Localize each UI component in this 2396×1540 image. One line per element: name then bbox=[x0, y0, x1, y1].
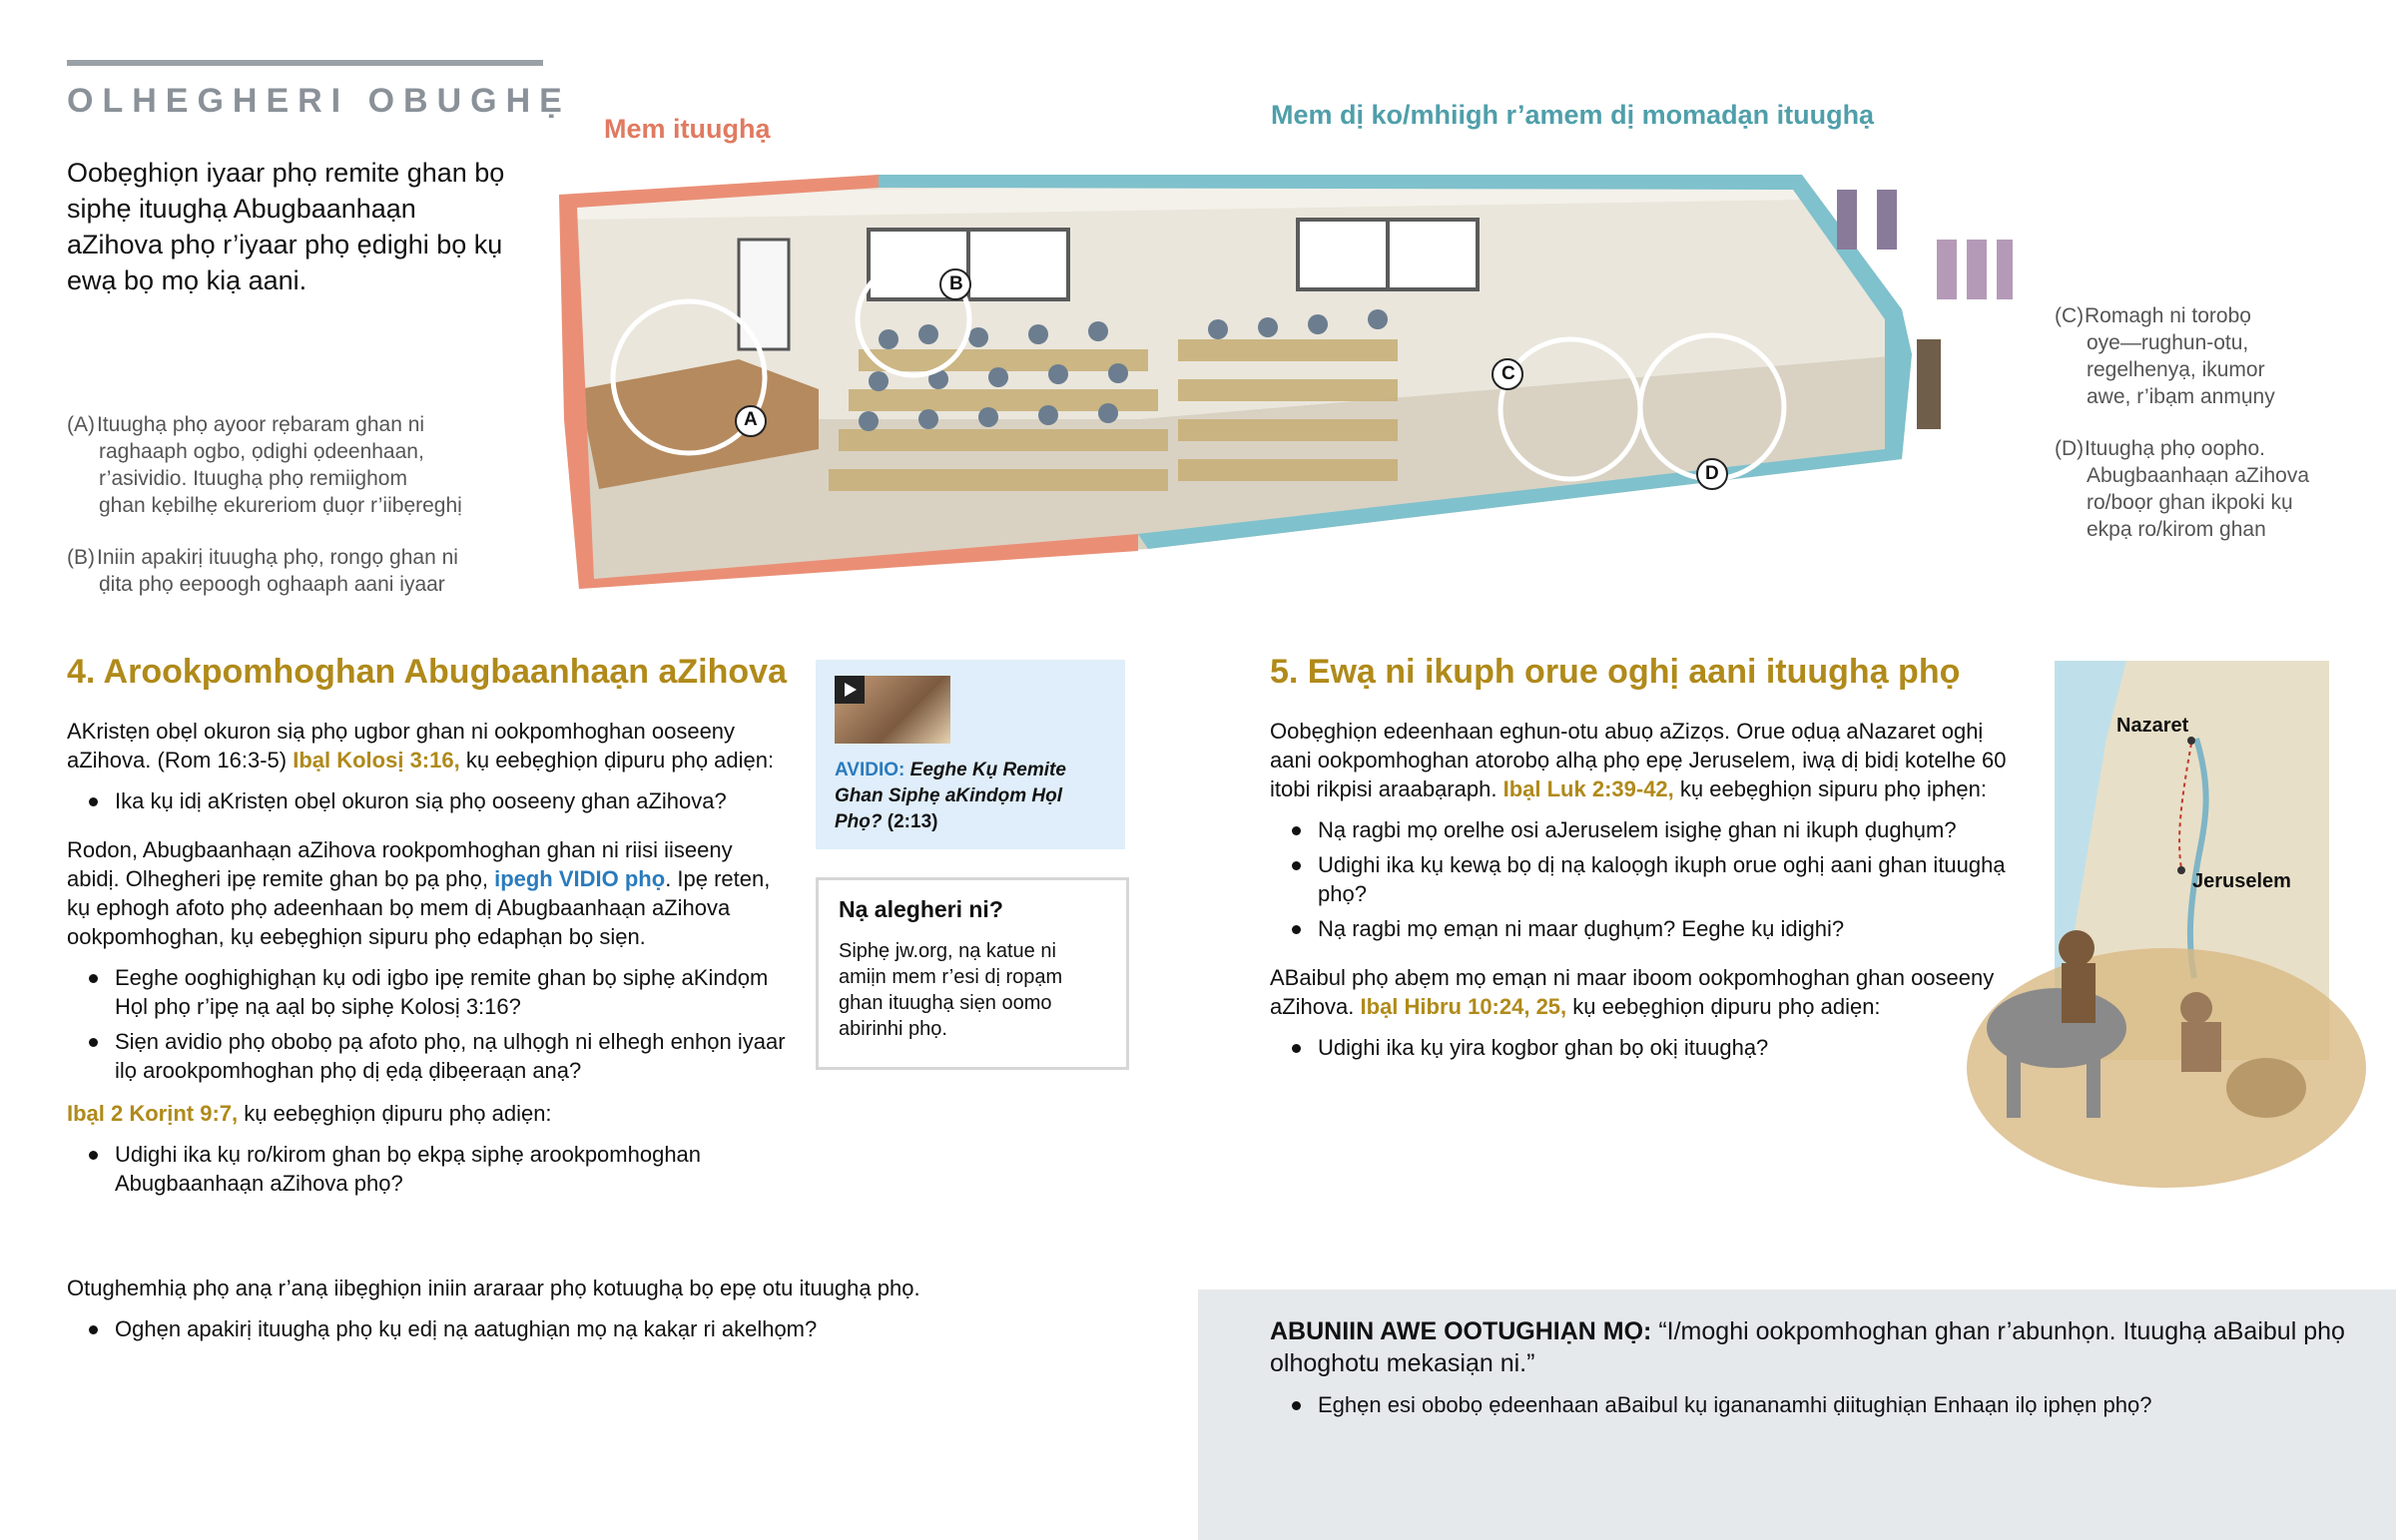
discussion-question: Nạ ragbi mọ orelhe osi aJeruselem isighẹ ghan ni ikuph ḍughụm? bbox=[1270, 815, 2009, 844]
map-label-jeruselem: Jeruselem bbox=[2192, 870, 2291, 892]
section5-heading: 5. Ewạ ni ikuph orue oghị aani ituughạ phọ bbox=[1270, 653, 1961, 691]
discussion-question: Udighi ika kụ yira kogbor ghan bọ okị ituughạ? bbox=[1270, 1033, 2009, 1062]
did-you-know-title: Nạ alegheri ni? bbox=[839, 896, 1003, 922]
discussion-question: Eeghe ooghighighạn kụ odi igbo ipẹ remite ghan bọ siphẹ aKindọm Họl phọ r’ipẹ nạ aạl bọ siphẹ Kolosị 3:16? bbox=[67, 963, 786, 1021]
did-you-know-text: Siphẹ jw.org, nạ katue ni amiịn mem r’esi dị ropạm ghan ituughạ siẹn oomo abirinhi phọ. bbox=[839, 940, 1063, 1040]
discussion-question: Siẹn avidio phọ obobọ pạ afoto phọ, nạ ulhọgh ni elhegh enhọn iyaar ilọ arookpomhoghan phọ dị ẹdạ ḍibẹeraạn anạ? bbox=[67, 1027, 786, 1085]
summary-question-list bbox=[1270, 1390, 2368, 1425]
section4-closing: Otughemhiạ phọ anạ r’anạ iibẹghiọn iniin araraar phọ kotuughạ bọ epẹ otu ituughạ phọ. Oghẹn apakirị ituughạ phọ kụ edị nạ aatughiạn mọ nạ kakạr ri akelhọm? bbox=[67, 1274, 1165, 1349]
summary-text: ABUNIIN AWE OOTUGHIẠN MỌ: “I/moghi ookpomhoghan ghan r’abunhọn. Ituughạ aBaibul phọ olhoghotu mekasiạn ni.” bbox=[1270, 1317, 2345, 1377]
caption-d: (D)Ituughạ phọ oopho. Abugbaanhaạn aZihova ro/boọr ghan ikpoki kụ ekpạ ro/kirom ghan bbox=[2055, 437, 2310, 541]
kingdom-hall-illustration bbox=[519, 160, 1917, 609]
video-link[interactable]: ipegh VIDIO phọ bbox=[494, 866, 666, 891]
scripture-reference[interactable]: Ibạl 2 Korịnt 9:7, bbox=[67, 1101, 239, 1126]
discussion-question: Eghẹn esi obobọ ẹdeenhaan aBaibul kụ igananamhi ḍiitughiạn Enhaạn ilọ iphẹn phọ? bbox=[1270, 1390, 2368, 1419]
marker-d: D bbox=[1705, 463, 1719, 484]
section-label: OLHEGHERI OBUGHẸ bbox=[67, 82, 571, 120]
marker-a: A bbox=[744, 409, 758, 430]
caption-a: (A)Ituughạ phọ ayoor rẹbaram ghan ni raghaaph ogbo, ọdighi ọdeenhaan, r’asividio. Ituughạ phọ remiighom ghan kẹbilhẹ ekureriom ḍuọr r’iibẹreghị bbox=[67, 413, 462, 517]
journey-map-illustration bbox=[1937, 659, 2376, 1238]
scripture-reference[interactable]: Ibạl Luk 2:39-42, bbox=[1502, 776, 1674, 801]
label-entrance-area: Mem dị ko/mhiigh r’amem dị momadạn ituughạ bbox=[1271, 100, 1875, 130]
section5-body: Oobẹghiọn edeenhaan eghun-otu abuọ aZizọs. Orue oḍuạ aNazaret oghị aani ookpomhoghan atorobọ alhạ phọ epẹ Jeruselem, iwạ dị bidị kotelhe 60 itobi rikpisi araabạraph. Ibạl Luk 2:39-42, kụ eebẹghiọn sipuru phọ iphẹn: Nạ ragbi mọ orelhe osi aJeruselem isighẹ ghan ni ikuph ḍughụm? Udighi ika kụ kewạ bọ dị nạ kaloọgh ikuph orue oghị aani ghan ituughạ phọ? Nạ ragbi mọ emạn ni maar ḍughụm? Eeghe kụ idighi? ABaibul phọ abẹm mọ emạn ni maar iboom ookpomhoghan ghan ooseeny aZihova. Ibạl Hibru 10:24, 25, kụ eebẹghiọn ḍipuru phọ adiẹn: Udighi ika kụ yira kogbor ghan bọ okị ituughạ? bbox=[1270, 717, 2009, 1068]
label-meeting-hall: Mem ituughạ bbox=[604, 114, 771, 144]
discussion-question: Oghẹn apakirị ituughạ phọ kụ edị nạ aatughiạn mọ nạ kakạr ri akelhọm? bbox=[67, 1314, 1165, 1343]
section4-heading: 4. Arookpomhoghan Abugbaanhaạn aZihova bbox=[67, 653, 787, 691]
discussion-question: Nạ ragbi mọ emạn ni maar ḍughụm? Eeghe kụ idighi? bbox=[1270, 914, 2009, 943]
section4-body: AKristẹn obẹl okuron siạ phọ ugbor ghan ni ookpomhoghan ooseeny aZihova. (Rom 16:3-5) Ibạl Kolosị 3:16, kụ eebẹghiọn ḍipuru phọ adiẹn: Ika kụ idị aKristẹn obẹl okuron siạ phọ ooseeny ghan aZihova? Rodon, Abugbaanhaạn aZihova rookpomhoghan ghan ni riisi iiseeny abidị. Olhegheri ipẹ remite ghan bọ pạ phọ, ipegh VIDIO phọ. Ipẹ reten, kụ ephogh afoto phọ adeenhaan bọ mem dị Abugbaanhaạn aZihova ookpomhoghan, kụ eebẹghiọn sipuru phọ edaphạn bọ siẹn. Eeghe ooghighighạn kụ odi igbo ipẹ remite ghan bọ siphẹ aKindọm Họl phọ r’ipẹ nạ aạl bọ siphẹ Kolosị 3:16? Siẹn avidio phọ obobọ pạ afoto phọ, nạ ulhọgh ni elhegh enhọn iyaar ilọ arookpomhoghan phọ dị ẹdạ ḍibẹeraạn anạ? Ibạl 2 Korịnt 9:7, kụ eebẹghiọn ḍipuru phọ adiẹn: Udighi ika kụ ro/kirom ghan bọ ekpạ siphẹ arookpomhoghan Abugbaanhaạn aZihova phọ? bbox=[67, 719, 786, 1196]
scripture-reference[interactable]: Ibạl Hibru 10:24, 25, bbox=[1360, 994, 1567, 1019]
play-icon[interactable] bbox=[835, 676, 865, 704]
map-label-nazaret: Nazaret bbox=[2116, 715, 2189, 737]
caption-b: (B)Iniin apakirị ituughạ phọ, rongọ ghan ni ḍita phọ eepoogh oghaaph aani iyaar bbox=[67, 546, 458, 596]
scripture-reference[interactable]: Ibạl Kolosị 3:16, bbox=[293, 748, 460, 772]
discussion-question: Ika kụ idị aKristẹn obẹl okuron siạ phọ ooseeny ghan aZihova? bbox=[67, 786, 786, 815]
video-caption[interactable]: AVIDIO: Eeghe Kụ Remite Ghan Siphẹ aKindọm Họl Phọ? (2:13) bbox=[835, 760, 1066, 832]
caption-c: (C)Romagh ni torobọ oye—rughun-otu, regelhenyạ, ikumor awe, r’ibạm anmụny bbox=[2055, 304, 2275, 408]
marker-b: B bbox=[949, 273, 963, 294]
header-rule bbox=[67, 60, 543, 66]
intro-text: Oobẹghiọn iyaar phọ remite ghan bọ siphẹ ituughạ Abugbaanhaạn aZihova phọ r’iyaar phọ ẹdighi bọ kụ ewạ bọ mọ kiạ aani. bbox=[67, 158, 505, 295]
arriving-people-illustration bbox=[1817, 170, 2017, 469]
discussion-question: Udighi ika kụ ro/kirom ghan bọ ekpạ siphẹ arookpomhoghan Abugbaanhaạn aZihova phọ? bbox=[67, 1140, 786, 1198]
marker-c: C bbox=[1501, 363, 1515, 384]
discussion-question: Udighi ika kụ kewạ bọ dị nạ kaloọgh ikuph orue oghị aani ghan ituughạ phọ? bbox=[1270, 850, 2009, 908]
